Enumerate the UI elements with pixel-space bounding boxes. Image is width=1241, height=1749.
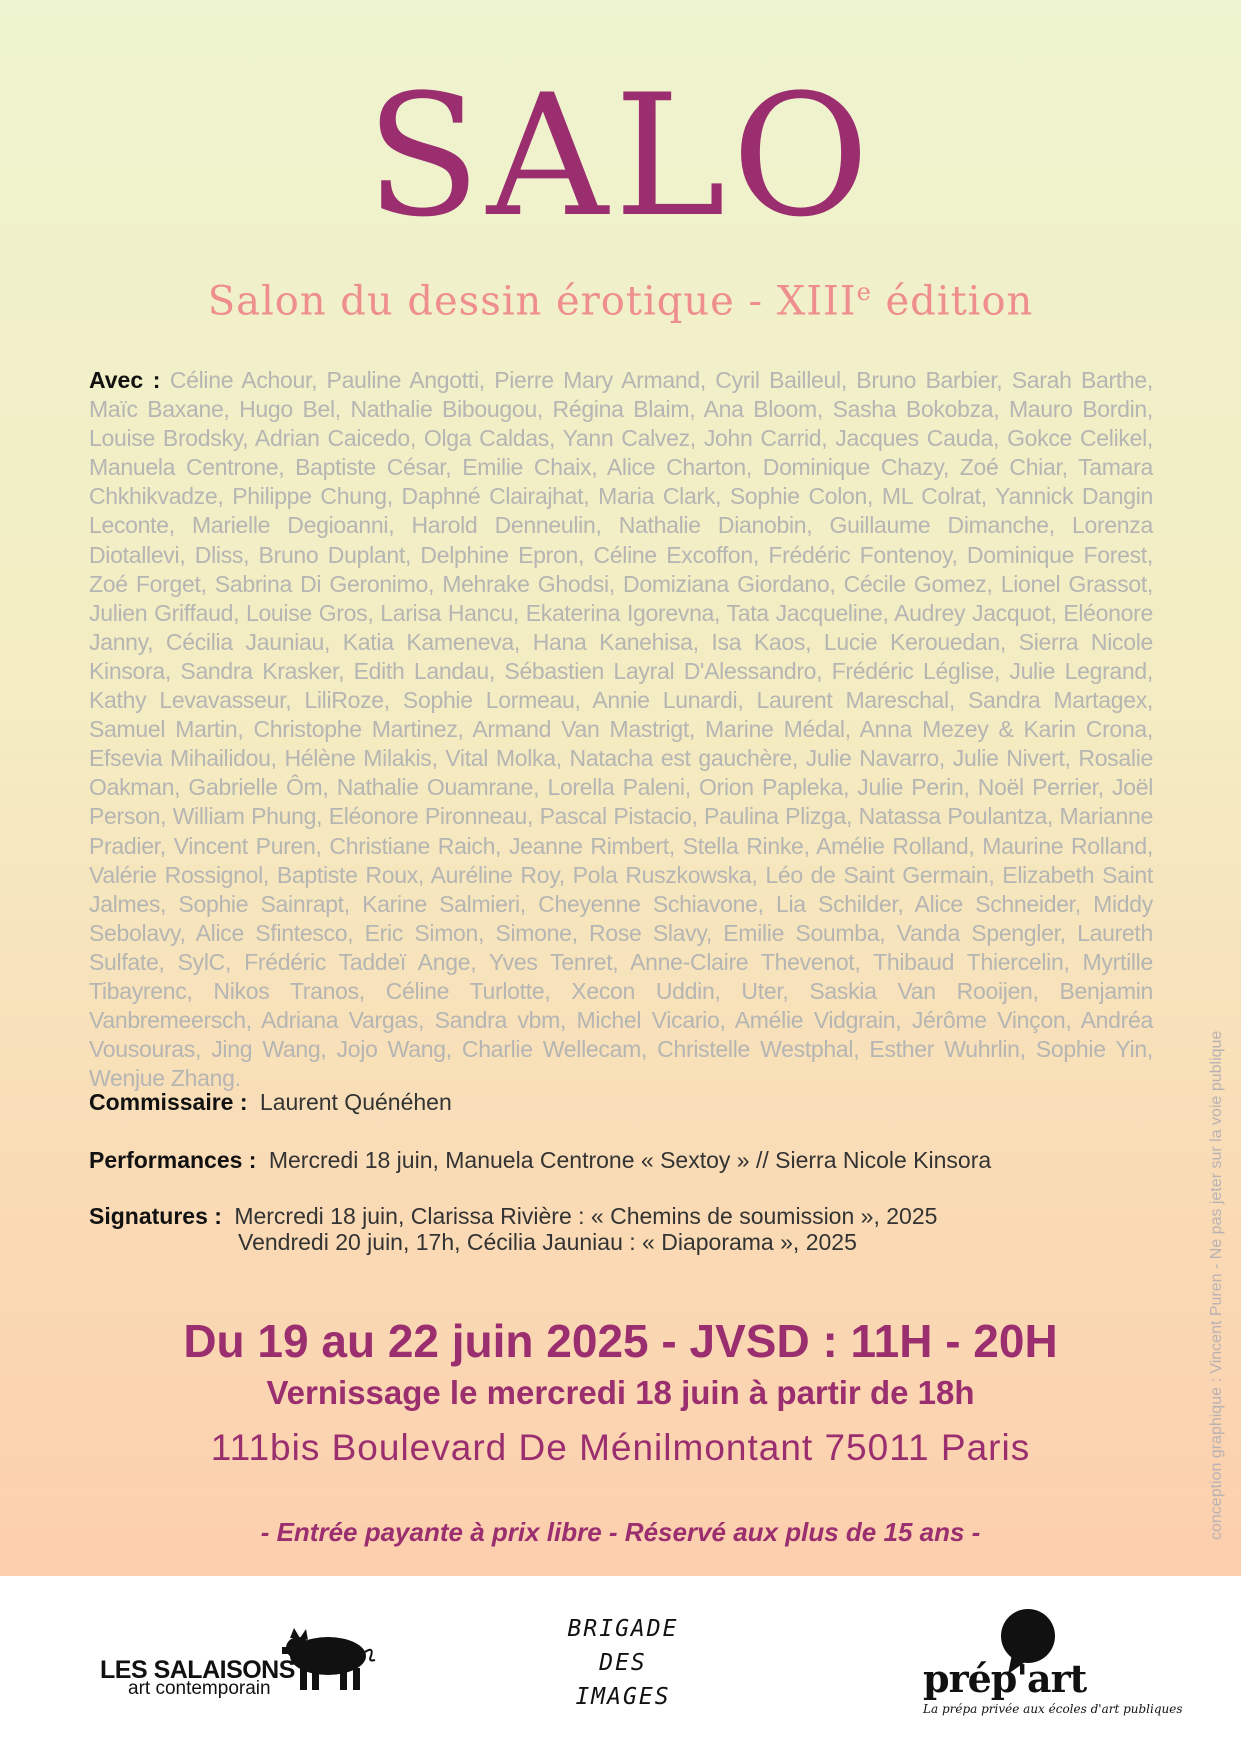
brigade-line-2: DES bbox=[599, 1650, 647, 1676]
salaisons-name: LES SALAISONS bbox=[100, 1656, 295, 1684]
design-credit: conception graphique : Vincent Puren - Ne pas jeter sur la voie publique bbox=[1208, 1030, 1225, 1540]
poster-subtitle bbox=[0, 278, 1241, 324]
signatures-line-1: Mercredi 18 juin, Clarissa Rivière : « Chemins de soumission », 2025 bbox=[234, 1203, 938, 1229]
logo-brigade-des-images[interactable] bbox=[548, 1612, 698, 1714]
artists-names: Céline Achour, Pauline Angotti, Pierre Mary Armand, Cyril Bailleul, Bruno Barbier, Sarah Barthe, Maïc Baxane, Hugo Bel, Nathalie Bibougou, Régina Blaim, Ana Bloom, Sasha Bokobza, Mauro Bordin, Louise Brodsky, Adrian Caicedo, Olga Caldas, Yann Calvez, John Carrid, Jacques Cauda, Gokce Celikel, Manuela Centrone, Baptiste César, Emilie Chaix, Alice Charton, Dominique Chazy, Zoé Chiar, Tamara Chkhikvadze, Philippe Chung, Daphné Clairajhat, Maria Clark, Sophie Colon, ML Colrat, Yannick Dangin Leconte, Marielle Degioanni, Harold Denneulin, Nathalie Dianobin, Guillaume Dimanche, Lorenza Diotallevi, Dliss, Bruno Duplant, Delphine Epron, Céline Excoffon, Frédéric Fontenoy, Dominique Forest, Zoé Forget, Sabrina Di Geronimo, Mehrake Ghodsi, Domiziana Giordano, Cécile Gomez, Lionel Grassot, Julien Griffaud, Louise Gros, Larisa Hancu, Ekaterina Igorevna, Tata Jacqueline, Audrey Jacquot, Eléonore Janny, Cécilia Jauniau, Katia Kameneva, Hana Kanehisa, Isa Kaos, Lucie Kerouedan, Sierra Nicole Kinsora, Sandra Krasker, Edith Landau, Sébastien Layral D'Alessandro, Frédéric Léglise, Julie Legrand, Kathy Levavasseur, LiliRoze, Sophie Lormeau, Annie Lunardi, Laurent Mareschal, Sandra Martagex, Samuel Martin, Christophe Martinez, Armand Van Mastrigt, Marine Médal, Anna Mezey & Karin Crona, Efsevia Mihailidou, Hélène Milakis, Vital Molka, Natacha est gauchère, Julie Navarro, Julie Nivert, Rosalie Oakman, Gabrielle Ôm, Nathalie Ouamrane, Lorella Paleni, Orion Papleka, Julie Perin, Noël Perrier, Joël Person, William Phung, Eléonore Pironneau, Pascal Pistacio, Paulina Plizga, Natassa Poulantza, Marianne Pradier, Vincent Puren, Christiane Raich, Jeanne Rimbert, Stella Rinke, Amélie Rolland, Maurine Rolland, Valérie Rossignol, Baptiste Roux, Auréline Roy, Pola Ruszkowska, Léo de Saint Germain, Elizabeth Saint Jalmes, Sophie Sainrapt, Karine Salmieri, Cheyenne Schiavone, Lia Schilder, Alice Schneider, Middy Sebolavy, Alice Sfintesco, Eric Simon, Simone, Rose Slavy, Emilie Soumba, Vanda Spengler, Laureth Sulfate, SylC, Frédéric Taddeï Ange, Yves Tenret, Anne-Claire Thevenot, Thibaud Thiercelin, Myrtille Tibayrenc, Nikos Tranos, Céline Turlotte, Xecon Uddin, Uter, Saskia Van Rooijen, Benjamin Vanbremeersch, Adriana Vargas, Sandra vbm, Michel Vicario, Amélie Vidgrain, Jérôme Vinçon, Andréa Vousouras, Jing Wang, Jojo Wang, Charlie Wellecam, Christelle Westphal, Esther Wuhrlin, Sophie Yin, Wenjue Zhang. bbox=[89, 367, 1154, 1092]
venue-address: 111bis Boulevard De Ménilmontant 75011 Paris bbox=[210, 1427, 1031, 1468]
artists-label: Avec : bbox=[89, 367, 161, 393]
logo-prepart[interactable] bbox=[920, 1608, 1183, 1718]
performances-value: Mercredi 18 juin, Manuela Centrone « Sextoy » // Sierra Nicole Kinsora bbox=[268, 1147, 992, 1173]
event-dates: Du 19 au 22 juin 2025 - JVSD : 11H - 20H bbox=[183, 1315, 1058, 1367]
subtitle-main: Salon du dessin érotique - XIII bbox=[207, 278, 857, 325]
poster-title: SALO bbox=[365, 58, 876, 254]
prepart-tagline: La prépa privée aux écoles d'art publiques bbox=[923, 1702, 1183, 1716]
vernissage-info: Vernissage le mercredi 18 juin à partir de 18h bbox=[266, 1374, 975, 1411]
commissaire-line bbox=[89, 1089, 452, 1116]
prepart-name: prép'art bbox=[923, 1656, 1087, 1701]
subtitle-tail: édition bbox=[871, 278, 1034, 325]
salaisons-subtitle: art contemporain bbox=[128, 1678, 271, 1699]
performances-line bbox=[89, 1147, 991, 1174]
signatures-label: Signatures : bbox=[89, 1203, 222, 1229]
entry-info: - Entrée payante à prix libre - Réservé aux plus de 15 ans - bbox=[260, 1517, 981, 1547]
performances-label: Performances : bbox=[89, 1147, 257, 1173]
subtitle-superscript: e bbox=[856, 278, 872, 306]
logo-les-salaisons[interactable] bbox=[98, 1626, 378, 1699]
brigade-line-1: BRIGADE bbox=[567, 1616, 679, 1642]
commissaire-label: Commissaire : bbox=[89, 1089, 248, 1115]
signatures-block bbox=[89, 1203, 937, 1255]
signatures-line-2: Vendredi 20 juin, 17h, Cécilia Jauniau : « Diaporama », 2025 bbox=[238, 1229, 857, 1255]
brigade-line-3: IMAGES bbox=[575, 1684, 671, 1710]
commissaire-value: Laurent Quénéhen bbox=[259, 1089, 452, 1115]
artists-list bbox=[89, 366, 1153, 1093]
